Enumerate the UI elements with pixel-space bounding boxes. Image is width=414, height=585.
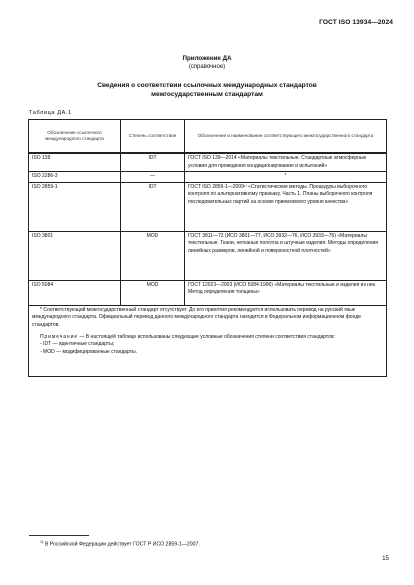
heading-line-1: Сведения о соответствии ссылочных международных стандартов [97, 82, 317, 89]
appendix-subtitle: (справочное) [188, 64, 226, 70]
table-note [32, 334, 383, 342]
cell-reference: ISO 3801 [29, 231, 121, 280]
table-row [29, 182, 387, 231]
footnote-marker: 1) [40, 540, 44, 544]
table-notes-cell [29, 305, 387, 376]
table-row [29, 172, 387, 183]
cell-degree: IDT [121, 182, 185, 231]
note-label: Примечание [40, 333, 78, 340]
note-item-mod: - MOD — модифицированные стандарты. [40, 348, 138, 355]
cell-degree: MOD [121, 231, 185, 280]
cell-description: ГОСТ ISO 139—2014 «Материалы текстильные. Стандартные атмосферные условия для проведения кондиционирования и испытаний» [185, 153, 387, 172]
cell-reference: ISO 5084 [29, 280, 121, 305]
cell-degree: — [121, 172, 185, 183]
note-item-idt: - IDT — идентичные стандарты; [40, 341, 115, 348]
cell-description: ГОСТ 3811—72 (ИСО 3801—77, ИСО 3932—76, ИСО 3933—76) «Материалы текстильные. Ткани, нетканые полотна и штучные изделия. Методы определения линейных размеров, линейной и поверхностной плотностей» [185, 231, 387, 280]
reference-table [28, 119, 387, 377]
table-header-row [29, 120, 387, 154]
cell-description: ГОСТ ISO 2859-1—2009¹⁾ «Статистические методы. Процедуры выборочного контроля по альтернативному признаку. Часть 1. Планы выборочного контроля последовательных партий на основе приемлемого уровня качества» [185, 182, 387, 231]
column-header-reference: Обозначение ссылочного международного стандарта [29, 120, 121, 154]
cell-degree: IDT [121, 153, 185, 172]
table-row [29, 231, 387, 280]
footnote-text: В Российской Федерации действует ГОСТ Р ИСО 2859-1—2007. [44, 541, 200, 548]
page-footnote [40, 540, 200, 548]
appendix-title: Приложение ДА [182, 55, 232, 62]
cell-reference: ISO 2286-3 [29, 172, 121, 183]
cell-reference: ISO 2859-1 [29, 182, 121, 231]
document-header: ГОСТ ISO 13934—2024 [319, 19, 393, 26]
cell-degree: MOD [121, 280, 185, 305]
appendix-heading [0, 81, 414, 99]
table-notes-row [29, 305, 387, 376]
column-header-interstate: Обозначение и наименование соответствующего межгосударственного стандарта [185, 120, 387, 154]
table-footnote: * Соответствующий межгосударственный стандарт отсутствует. До его принятия рекомендуется использовать перевод на русский язык международного стандарта. Официальный перевод данного международного стандарта находится в Федеральном информационном фонде стандартов. [32, 306, 362, 328]
table-row [29, 153, 387, 172]
heading-line-2: межгосударственным стандартам [151, 91, 263, 98]
page-number: 15 [382, 555, 389, 562]
table-label: Таблица ДА.1 [29, 110, 72, 116]
column-header-degree: Степень соответствия [121, 120, 185, 154]
note-text: — В настоящей таблице использованы следующие условные обозначения степени соответствия стандартов: [79, 333, 335, 340]
cell-reference: ISO 139 [29, 153, 121, 172]
cell-description: * [185, 172, 387, 183]
table-row [29, 280, 387, 305]
cell-description: ГОСТ 12023—2003 (ИСО 5084:1996) «Материалы текстильные и изделия из них. Метод определения толщины» [185, 280, 387, 305]
footnote-divider [29, 535, 89, 536]
